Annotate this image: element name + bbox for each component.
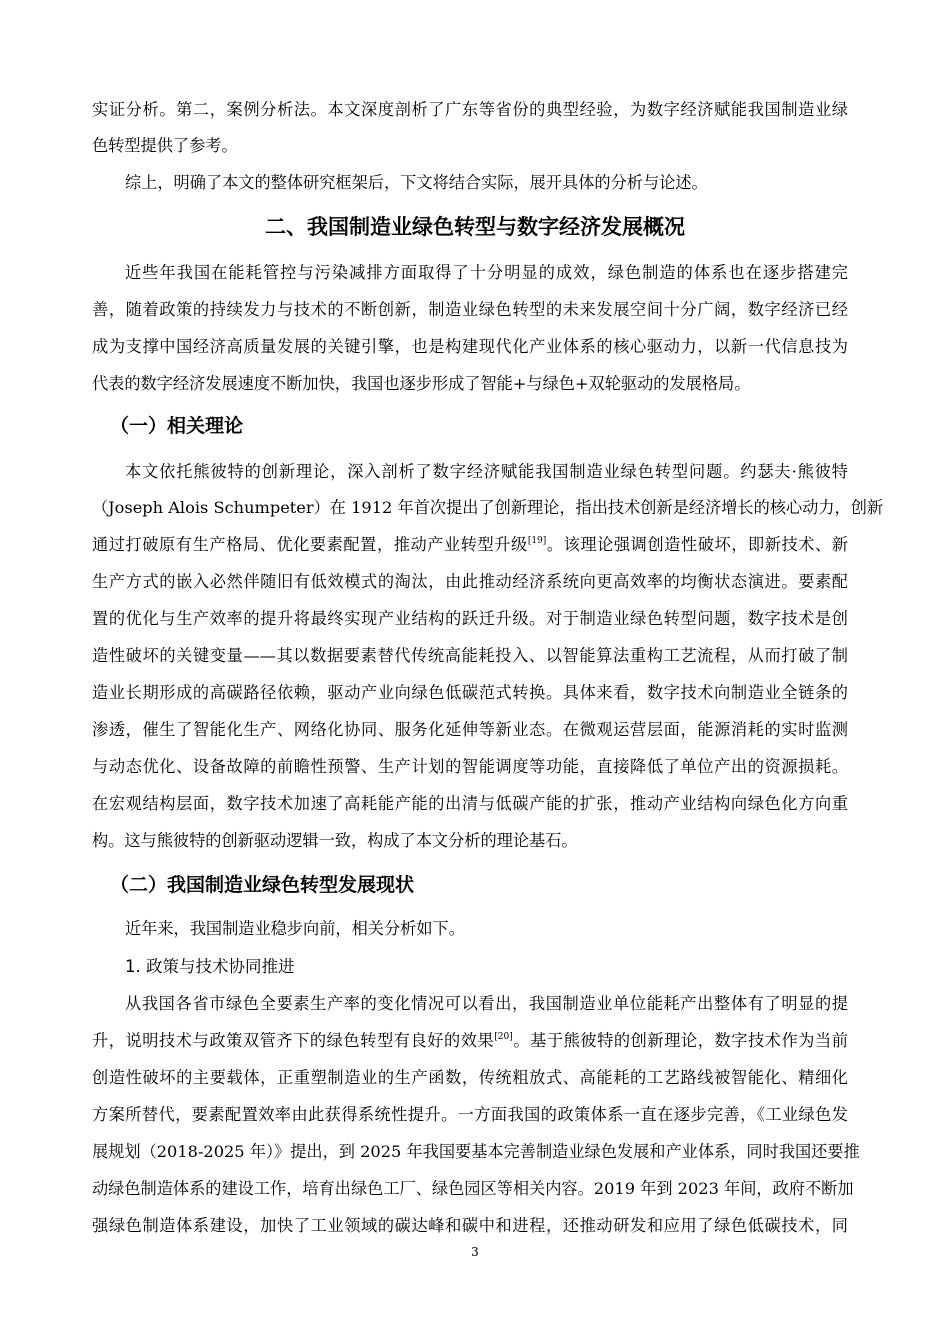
body-text-line: 近些年我国在能耗管控与污染减排方面取得了十分明显的成效，绿色制造的体系也在逐步搭建完: [125, 263, 848, 282]
subsection-heading: 1. 政策与技术协同推进: [125, 957, 295, 976]
body-text-line: 造业长期形成的高碳路径依赖，驱动产业向绿色低碳范式转换。具体来看，数字技术向制造业全链条的: [92, 683, 848, 702]
body-text-line: 置的优化与生产效率的提升将最终实现产业结构的跃迁升级。对于制造业绿色转型问题，数字技术是创: [92, 609, 848, 628]
citation-ref: [20]: [494, 1032, 513, 1042]
body-text-line: 本文依托熊彼特的创新理论，深入剖析了数字经济赋能我国制造业绿色转型问题。约瑟夫·熊彼特: [125, 462, 848, 481]
citation-ref: [19]: [527, 536, 547, 546]
text-segment: 。该理论强调创造性破坏，即新技术、新: [546, 535, 849, 554]
body-text-line: 构。这与熊彼特的创新驱动逻辑一致，构成了本文分析的理论基石。: [92, 831, 578, 850]
body-text-line: 造性破坏的关键变量——其以数据要素替代传统高能耗投入、以智能算法重构工艺流程，从而打破了制: [92, 646, 848, 665]
body-text-line: 善，随着政策的持续发力与技术的不断创新，制造业绿色转型的未来发展空间十分广阔，数字经济已经: [92, 300, 848, 319]
body-text-line: 近年来，我国制造业稳步向前，相关分析如下。: [125, 919, 465, 938]
body-text-line: 实证分析。第二，案例分析法。本文深度剖析了广东等省份的典型经验，为数字经济赋能我国制造业绿: [92, 100, 848, 119]
body-text-line: 方案所替代，要素配置效率由此获得系统性提升。一方面我国的政策体系一直在逐步完善，《工业绿色发: [92, 1105, 848, 1124]
body-text-line: 强绿色制造体系建设，加快了工业领域的碳达峰和碳中和进程，还推动研发和应用了绿色低碳技术，同: [92, 1216, 848, 1235]
body-text-line: [92, 1030, 848, 1052]
body-text-line: 创造性破坏的主要载体，正重塑制造业的生产函数，传统粗放式、高能耗的工艺路线被智能化、精细化: [92, 1068, 848, 1087]
text-segment: 通过打破原有生产格局、优化要素配置，推动产业转型升级: [92, 535, 528, 554]
body-text-line: 动绿色制造体系的建设工作，培育出绿色工厂、绿色园区等相关内容。2019 年到 2023 年间，政府不断加: [92, 1179, 854, 1198]
body-text-line: 渗透，催生了智能化生产、网络化协同、服务化延伸等新业态。在微观运营层面，能源消耗的实时监测: [92, 720, 848, 739]
text-segment: 升，说明技术与政策双管齐下的绿色转型有良好的效果: [92, 1031, 495, 1050]
section-heading: （二）我国制造业绿色转型发展现状: [110, 874, 415, 896]
text-segment: 。基于熊彼特的创新理论，数字技术作为当前: [512, 1031, 848, 1050]
body-text-line: 代表的数字经济发展速度不断加快，我国也逐步形成了智能+与绿色+双轮驱动的发展格局。: [92, 374, 751, 393]
body-text-line: 展规划（2018-2025 年）》提出，到 2025 年我国要基本完善制造业绿色发展和产业体系，同时我国还要推: [92, 1142, 860, 1161]
body-text-line: 与动态优化、设备故障的前瞻性预警、生产计划的智能调度等功能，直接降低了单位产出的资源损耗。: [92, 757, 848, 776]
body-text-line: 成为支撑中国经济高质量发展的关键引擎，也是构建现代化产业体系的核心驱动力，以新一代信息技为: [92, 337, 848, 356]
body-text-line: 在宏观结构层面，数字技术加速了高耗能产能的出清与低碳产能的扩张，推动产业结构向绿色化方向重: [92, 794, 848, 813]
body-text-line: 综上，明确了本文的整体研究框架后，下文将结合实际，展开具体的分析与论述。: [125, 173, 708, 192]
chapter-title: 二、我国制造业绿色转型与数字经济发展概况: [265, 215, 685, 239]
body-text-line: 色转型提供了参考。: [92, 136, 238, 155]
body-text-line: （Joseph Alois Schumpeter）在 1912 年首次提出了创新理论，指出技术创新是经济增长的核心动力，创新: [92, 498, 884, 517]
section-heading: （一）相关理论: [110, 415, 244, 437]
body-text-line: [92, 534, 848, 556]
body-text-line: 生产方式的嵌入必然伴随旧有低效模式的淘汰，由此推动经济系统向更高效率的均衡状态演进。要素配: [92, 572, 848, 591]
page-number: 3: [471, 1245, 479, 1259]
body-text-line: 从我国各省市绿色全要素生产率的变化情况可以看出，我国制造业单位能耗产出整体有了明显的提: [125, 994, 848, 1013]
